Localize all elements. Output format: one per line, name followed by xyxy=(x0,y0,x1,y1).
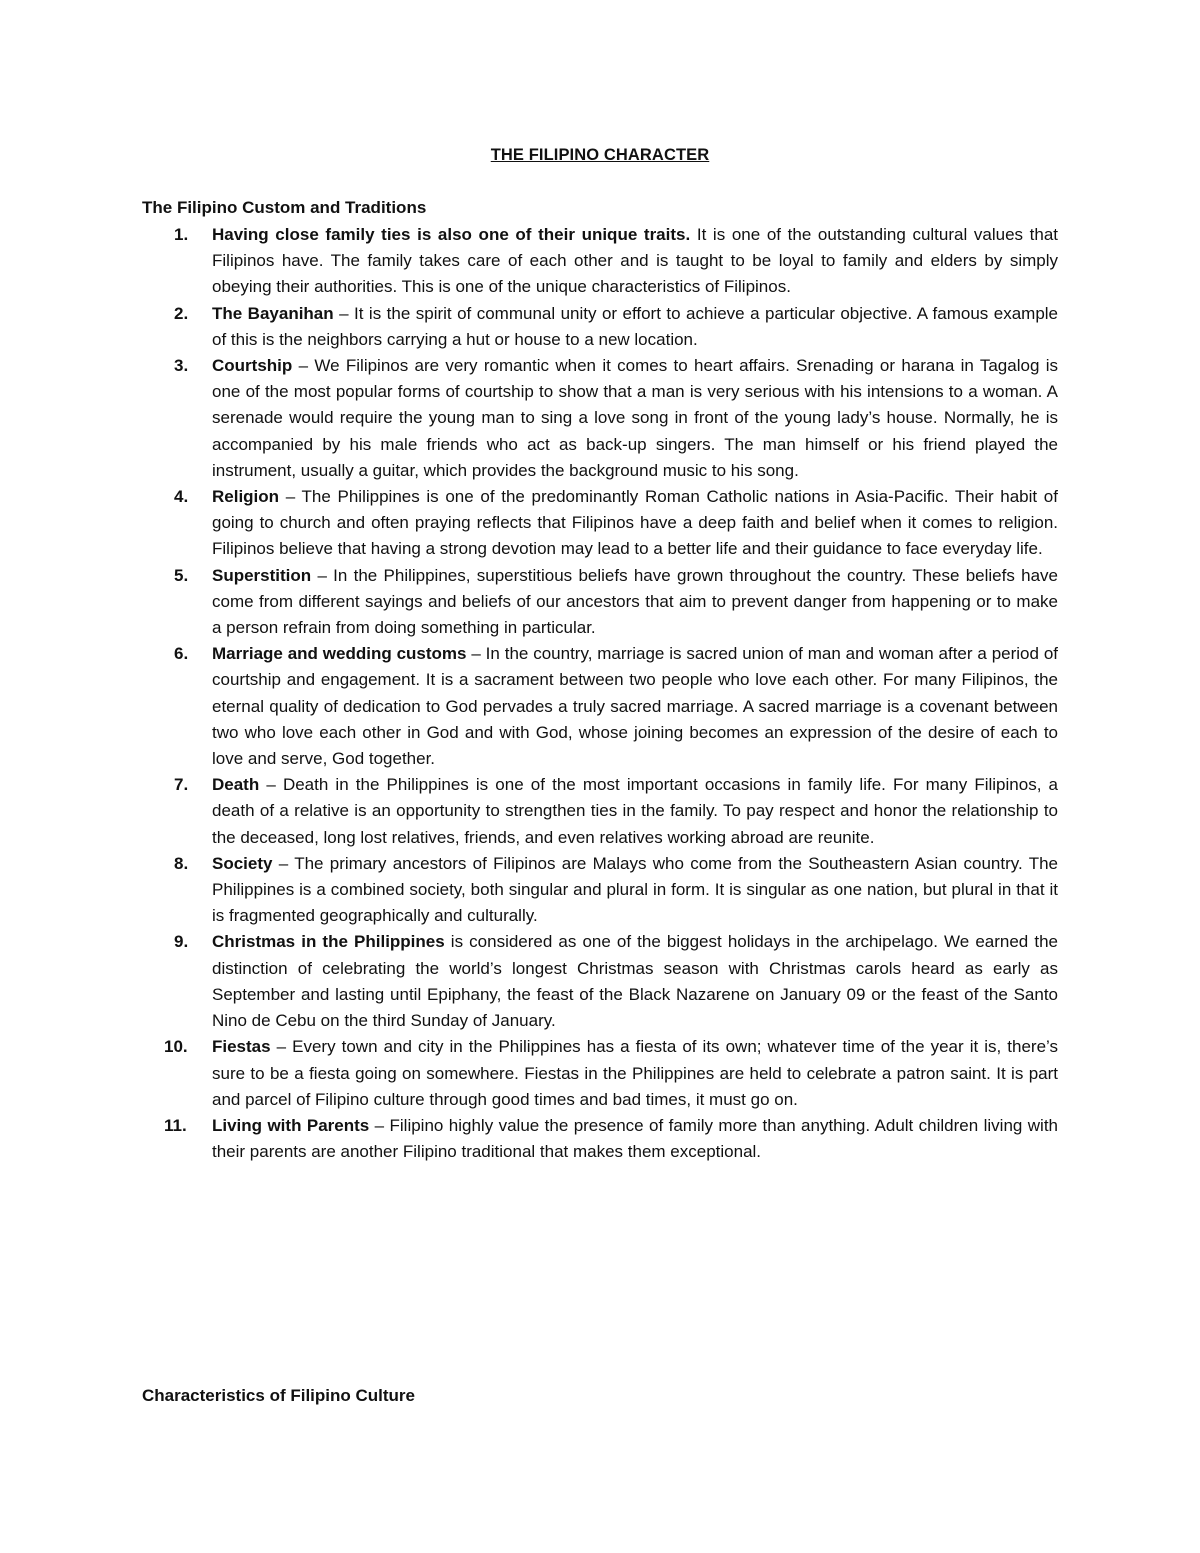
list-item xyxy=(142,1034,1058,1113)
item-term: Living with Parents xyxy=(212,1115,370,1135)
item-text: It is one of the outstanding cultural values that Filipinos have. The family takes care of each other and is taught to be loyal to family and elders by simply obeying their authorities. This is one of the unique characteristics of Filipinos. xyxy=(212,225,1059,297)
item-term: Superstition xyxy=(212,565,312,585)
item-text: is considered as one of the biggest holidays in the archipelago. We earned the distinction of celebrating the world’s longest Christmas season with Christmas carols heard as early as September and lasting until Epiphany, the feast of the Black Nazarene on January 09 or the feast of the Santo Nino de Cebu on the third Sunday of January. xyxy=(212,932,1058,1031)
item-term: The Bayanihan xyxy=(212,303,334,323)
item-number: 2. xyxy=(174,303,189,323)
item-text: – Filipino highly value the presence of family more than anything. Adult children living with their parents are another Filipino traditional that makes them exceptional. xyxy=(212,1115,1059,1162)
item-number: 9. xyxy=(174,932,189,952)
item-term: Death xyxy=(212,775,260,795)
list-item xyxy=(142,772,1058,851)
section-heading-customs: The Filipino Custom and Traditions xyxy=(142,198,427,217)
item-term: Marriage and wedding customs xyxy=(212,644,467,664)
traditions-list xyxy=(142,222,1058,1165)
item-number: 3. xyxy=(174,356,189,376)
item-term: Fiestas xyxy=(212,1037,271,1057)
item-term: Courtship xyxy=(212,356,293,376)
item-text: – In the Philippines, superstitious beliefs have grown throughout the country. These beliefs have come from different sayings and beliefs of our ancestors that aim to prevent danger from happening or to make a person refrain from doing something in particular. xyxy=(212,565,1058,638)
item-number: 1. xyxy=(174,225,189,244)
list-item xyxy=(142,851,1058,930)
item-text: – Every town and city in the Philippines has a fiesta of its own; whatever time of the year it is, there’s sure to be a fiesta going on somewhere. Fiestas in the Philippines are held to celebrate a patron saint. It is part and parcel of Filipino culture through good times and bad times, it must go on. xyxy=(212,1037,1058,1109)
section-heading-characteristics: Characteristics of Filipino Culture xyxy=(142,1386,415,1405)
item-term: Having close family ties is also one of their unique traits. xyxy=(212,225,691,244)
item-text: – In the country, marriage is sacred union of man and woman after a period of courtship and engagement. It is a sacrament between two people who love each other. For many Filipinos, the eternal quality of dedication to God pervades a truly sacred marriage. A sacred marriage is a covenant between two who love each other in God and with God, whose joining becomes an expression of the desire of each to love and serve, God together. xyxy=(212,644,1058,769)
item-term: Society xyxy=(212,853,273,873)
list-item xyxy=(142,353,1058,484)
item-number: 11. xyxy=(164,1115,187,1135)
list-item xyxy=(142,301,1058,353)
item-text: – Death in the Philippines is one of the most important occasions in family life. For many Filipinos, a death of a relative is an opportunity to strengthen ties in the family. To pay respect and honor the relationship to the deceased, long lost relatives, friends, and even relatives working abroad are reunite. xyxy=(212,775,1058,847)
item-text: – The primary ancestors of Filipinos are Malays who come from the Southeastern Asian country. The Philippines is a combined society, both singular and plural in form. It is singular as one nation, but plural in that it is fragmented geographically and culturally. xyxy=(212,853,1058,926)
list-item xyxy=(142,929,1058,1034)
list-item xyxy=(142,641,1058,772)
item-number: 7. xyxy=(174,775,189,795)
item-text: – The Philippines is one of the predominantly Roman Catholic nations in Asia-Pacific. Their habit of going to church and often praying reflects that Filipinos have a deep faith and belief when it comes to religion. Filipinos believe that having a strong devotion may lead to a better life and their guidance to face everyday life. xyxy=(212,487,1058,559)
list-item xyxy=(142,222,1058,301)
item-text: – It is the spirit of communal unity or effort to achieve a particular objective. A famous example of this is the neighbors carrying a hut or house to a new location. xyxy=(212,303,1059,349)
item-number: 6. xyxy=(174,644,189,664)
item-number: 8. xyxy=(174,853,189,873)
list-item xyxy=(142,563,1058,642)
item-number: 10. xyxy=(164,1037,188,1057)
item-number: 4. xyxy=(174,487,189,507)
item-text: – We Filipinos are very romantic when it comes to heart affairs. Srenading or harana in Tagalog is one of the most popular forms of courtship to show that a man is very serious with his intensions to a woman. A serenade would require the young man to sing a love song in front of the young lady’s house. Normally, he is accompanied by his male friends who act as back-up singers. The man himself or his friend played the instrument, usually a guitar, which provides the background music to his song. xyxy=(212,356,1058,480)
item-number: 5. xyxy=(174,565,189,585)
item-term: Religion xyxy=(212,487,280,507)
list-item xyxy=(142,1113,1058,1165)
list-item xyxy=(142,484,1058,563)
item-term: Christmas in the Philippines xyxy=(212,932,445,952)
document-title: THE FILIPINO CHARACTER xyxy=(490,146,710,164)
